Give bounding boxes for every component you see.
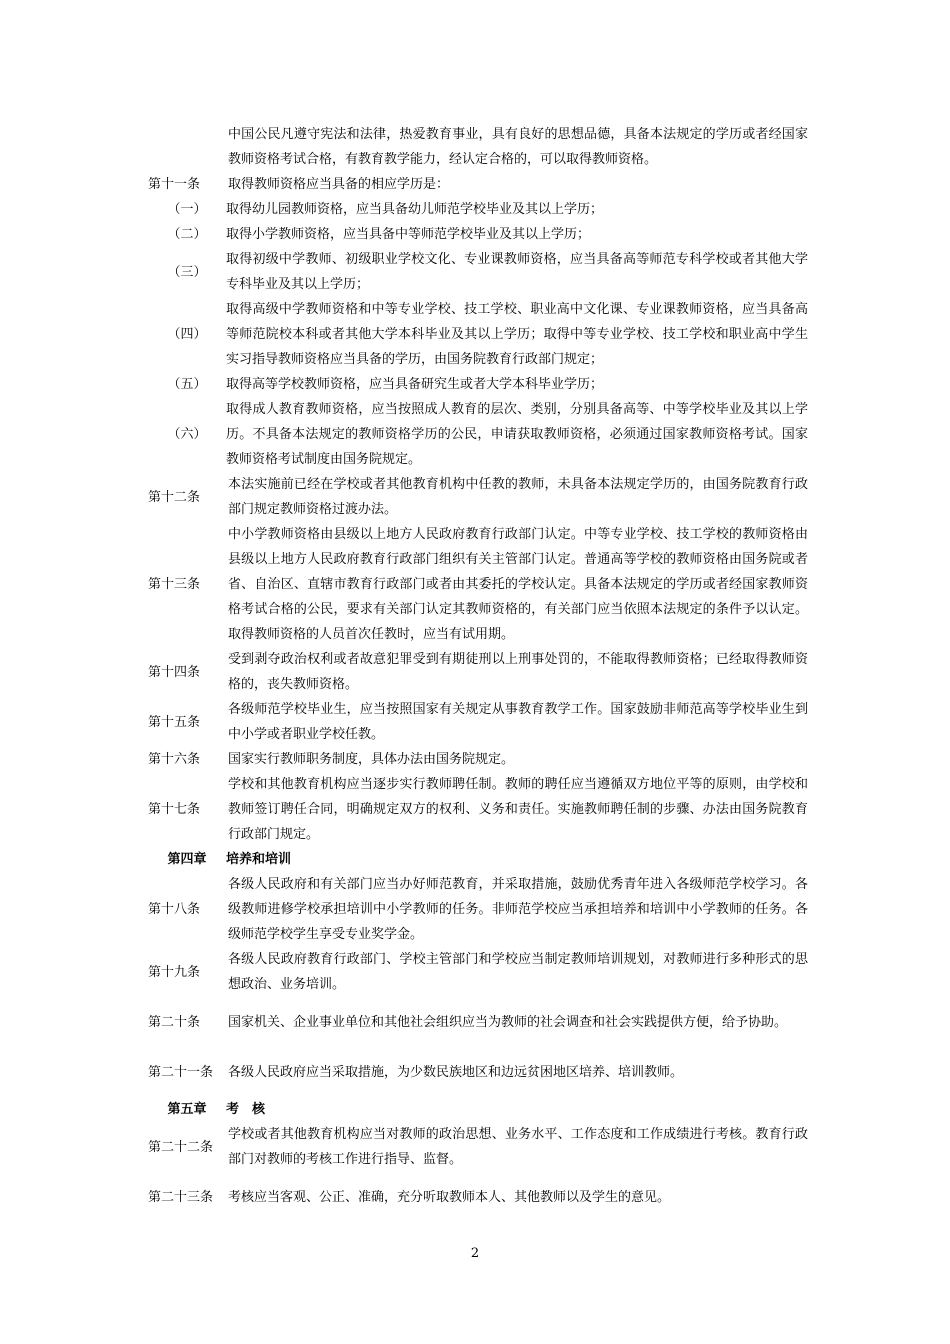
row-text: 取得初级中学教师、初级职业学校文化、专业课教师资格，应当具备高等师范专科学校或者其他大学专科毕业及其以上学历；	[226, 252, 808, 292]
row-text: 取得成人教育教师资格，应当按照成人教育的层次、类别，分别具备高等、中等学校毕业及其以上学历。不具备本法规定的教师资格学历的公民，申请获取教师资格，必须通过国家教师资格考试。国家教师资格考试制度由国务院规定。	[226, 402, 808, 467]
row-label: 第十二条	[148, 489, 201, 505]
row-label: 第十四条	[148, 664, 201, 680]
row-label: 第二十二条	[148, 1139, 214, 1155]
row-text: 国家实行教师职务制度，具体办法由国务院规定。	[228, 752, 515, 767]
row-label: 第二十三条	[148, 1189, 214, 1205]
row-text: 国家机关、企业事业单位和其他社会组织应当为教师的社会调查和社会实践提供方便，给予协助。	[228, 1014, 788, 1030]
clause-6	[148, 397, 808, 472]
row-text: 取得幼儿园教师资格，应当具备幼儿师范学校毕业及其以上学历；	[226, 202, 604, 217]
chapter-title: 考 核	[226, 1102, 266, 1117]
row-text: 各级人民政府应当采取措施，为少数民族地区和边远贫困地区培养、培训教师。	[228, 1064, 684, 1080]
row-label: 第十一条	[148, 177, 201, 192]
row-text: 中国公民凡遵守宪法和法律，热爱教育事业，具有良好的思想品德，具备本法规定的学历或者经国家教师资格考试合格，有教育教学能力，经认定合格的，可以取得教师资格。	[228, 127, 808, 167]
row-text: 各级人民政府和有关部门应当办好师范教育，并采取措施，鼓励优秀青年进入各级师范学校学习。各级教师进修学校承担培训中小学教师的任务。非师范学校应当承担培养和培训中小学教师的任务。各级师范学校学生享受专业奖学金。	[228, 877, 808, 942]
row-text: 取得教师资格应当具备的相应学历是：	[228, 177, 450, 192]
article-19	[148, 947, 808, 997]
row-text: 学校和其他教育机构应当逐步实行教师聘任制。教师的聘任应当遵循双方地位平等的原则，由学校和教师签订聘任合同，明确规定双方的权利、义务和责任。实施教师聘任制的步骤、办法由国务院教育行政部门规定。	[228, 777, 808, 842]
row-label: 第十八条	[148, 902, 201, 917]
article-list	[148, 122, 808, 1222]
row-label: （六）	[167, 427, 207, 442]
chapter-title: 培养和培训	[226, 852, 292, 867]
row-text: 取得小学教师资格，应当具备中等师范学校毕业及其以上学历；	[226, 227, 591, 242]
intro-paragraph	[148, 122, 808, 172]
article-12	[148, 472, 808, 522]
row-text: 取得高等学校教师资格，应当具备研究生或者大学本科毕业学历；	[226, 377, 604, 392]
article-16	[148, 747, 808, 772]
article-17	[148, 772, 808, 847]
clause-3	[148, 247, 808, 297]
clause-1	[148, 197, 808, 222]
row-label: 第十六条	[148, 752, 201, 767]
row-text: 各级人民政府教育行政部门、学校主管部门和学校应当制定教师培训规划，对教师进行多种形式的思想政治、业务培训。	[228, 952, 808, 992]
row-text: 受到剥夺政治权利或者故意犯罪受到有期徒刑以上刑事处罚的，不能取得教师资格；已经取得教师资格的，丧失教师资格。	[228, 652, 808, 692]
chapter-4-heading	[148, 847, 808, 872]
chapter-label: 第五章	[167, 1102, 207, 1117]
row-text: 中小学教师资格由县级以上地方人民政府教育行政部门认定。中等专业学校、技工学校的教师资格由县级以上地方人民政府教育行政部门组织有关主管部门认定。普通高等学校的教师资格由国务院或者省、自治区、直辖市教育行政部门或者由其委托的学校认定。具备本法规定的学历或者经国家教师资格考试合格的公民，要求有关部门认定其教师资格的，有关部门应当依照本法规定的条件予以认定。取得教师资格的人员首次任教时，应当有试用期。	[228, 527, 808, 642]
row-label: 第十七条	[148, 802, 201, 817]
clause-5	[148, 372, 808, 397]
article-20	[148, 997, 808, 1047]
row-label: 第十九条	[148, 964, 201, 980]
article-21	[148, 1047, 808, 1097]
row-label: 第二十条	[148, 1014, 201, 1030]
chapter-5-heading	[148, 1097, 808, 1122]
row-text: 各级师范学校毕业生，应当按照国家有关规定从事教育教学工作。国家鼓励非师范高等学校毕业生到中小学或者职业学校任教。	[228, 702, 808, 742]
row-label: 第十五条	[148, 714, 201, 730]
row-label: 第十三条	[148, 577, 201, 592]
row-label: （四）	[167, 327, 207, 342]
row-text: 考核应当客观、公正、准确，充分听取教师本人、其他教师以及学生的意见。	[228, 1189, 671, 1205]
article-14	[148, 647, 808, 697]
clause-2	[148, 222, 808, 247]
row-text: 学校或者其他教育机构应当对教师的政治思想、业务水平、工作态度和工作成绩进行考核。教育行政部门对教师的考核工作进行指导、监督。	[228, 1127, 808, 1167]
row-label: （一）	[167, 202, 207, 217]
article-13	[148, 522, 808, 647]
row-label: （二）	[167, 227, 207, 242]
chapter-label: 第四章	[167, 852, 207, 867]
article-22	[148, 1122, 808, 1172]
row-label: 第二十一条	[148, 1064, 214, 1080]
row-label: （三）	[167, 264, 207, 280]
article-11	[148, 172, 808, 197]
article-23	[148, 1172, 808, 1222]
page-number: 2	[470, 1246, 480, 1261]
row-text: 本法实施前已经在学校或者其他教育机构中任教的教师，未具备本法规定学历的，由国务院教育行政部门规定教师资格过渡办法。	[228, 477, 808, 517]
row-label: （五）	[167, 377, 207, 392]
clause-4	[148, 297, 808, 372]
article-15	[148, 697, 808, 747]
article-18	[148, 872, 808, 947]
row-text: 取得高级中学教师资格和中等专业学校、技工学校、职业高中文化课、专业课教师资格，应当具备高等师范院校本科或者其他大学本科毕业及其以上学历；取得中等专业学校、技工学校和职业高中学生实习指导教师资格应当具备的学历，由国务院教育行政部门规定；	[226, 302, 808, 367]
